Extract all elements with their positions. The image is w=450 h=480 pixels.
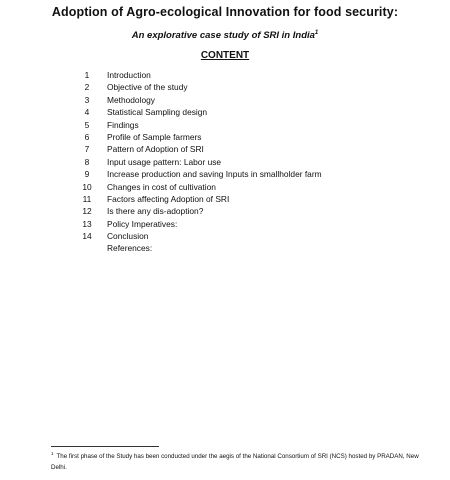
toc-item <box>0 193 450 205</box>
toc-item <box>0 131 450 143</box>
toc-item-number: 2 <box>84 82 90 93</box>
footnote <box>51 451 421 473</box>
table-of-contents <box>0 69 450 255</box>
toc-item <box>0 143 450 155</box>
document-subtitle <box>0 30 450 41</box>
subtitle-text: An explorative case study of SRI in India <box>131 30 315 41</box>
toc-item-number: 8 <box>84 156 90 167</box>
toc-item <box>0 69 450 81</box>
footnote-divider <box>51 446 159 447</box>
toc-item-number: 5 <box>84 119 90 130</box>
toc-item-number: 6 <box>84 131 90 142</box>
footnote-marker: 1 <box>51 450 54 456</box>
toc-item <box>0 156 450 168</box>
toc-item-label: Pattern of Adoption of SRI <box>107 144 204 155</box>
toc-item-number: 12 <box>82 206 92 217</box>
subtitle-footnote-marker: 1 <box>314 29 319 36</box>
toc-item <box>0 218 450 230</box>
toc-item-label: Factors affecting Adoption of SRI <box>107 193 230 204</box>
toc-item-label: Findings <box>107 119 139 130</box>
toc-item-number: 1 <box>84 70 90 80</box>
toc-item-label: Profile of Sample farmers <box>107 131 202 142</box>
toc-item-number: 11 <box>82 193 92 204</box>
toc-item-label: Statistical Sampling design <box>107 107 208 118</box>
toc-item-label: Methodology <box>107 94 155 105</box>
toc-item-label: Conclusion <box>107 231 149 242</box>
contents-heading: CONTENT <box>200 50 250 61</box>
toc-item-number: 7 <box>84 144 90 155</box>
toc-item-number: 10 <box>82 181 92 192</box>
toc-item-label: Changes in cost of cultivation <box>107 181 216 192</box>
toc-item-number: 4 <box>84 107 90 118</box>
toc-item-number: 14 <box>82 231 92 242</box>
toc-item <box>0 81 450 93</box>
toc-item <box>0 106 450 118</box>
toc-item-number: 9 <box>84 169 90 180</box>
toc-item-number: 3 <box>84 94 90 105</box>
toc-item <box>0 168 450 180</box>
toc-item-label: References: <box>107 243 153 254</box>
document-title: Adoption of Agro-ecological Innovation for food security: <box>51 5 399 19</box>
toc-item-number: 13 <box>82 218 92 229</box>
toc-item-label: Increase production and saving Inputs in smallholder farm <box>107 169 322 180</box>
toc-item-label: Policy Imperatives: <box>107 218 178 229</box>
toc-item-label: Input usage pattern: Labor use <box>107 156 222 167</box>
toc-item <box>0 119 450 131</box>
toc-item <box>0 242 450 254</box>
toc-item <box>0 205 450 217</box>
toc-item <box>0 94 450 106</box>
toc-item-label: Objective of the study <box>107 82 188 93</box>
toc-item-label: Is there any dis-adoption? <box>107 206 204 217</box>
toc-item-label: Introduction <box>107 70 151 80</box>
toc-item <box>0 181 450 193</box>
footnote-text: The first phase of the Study has been conducted under the aegis of the National Consortium of SRI (NCS) hosted by PRADAN, New Delhi. <box>51 453 419 471</box>
toc-item <box>0 230 450 242</box>
